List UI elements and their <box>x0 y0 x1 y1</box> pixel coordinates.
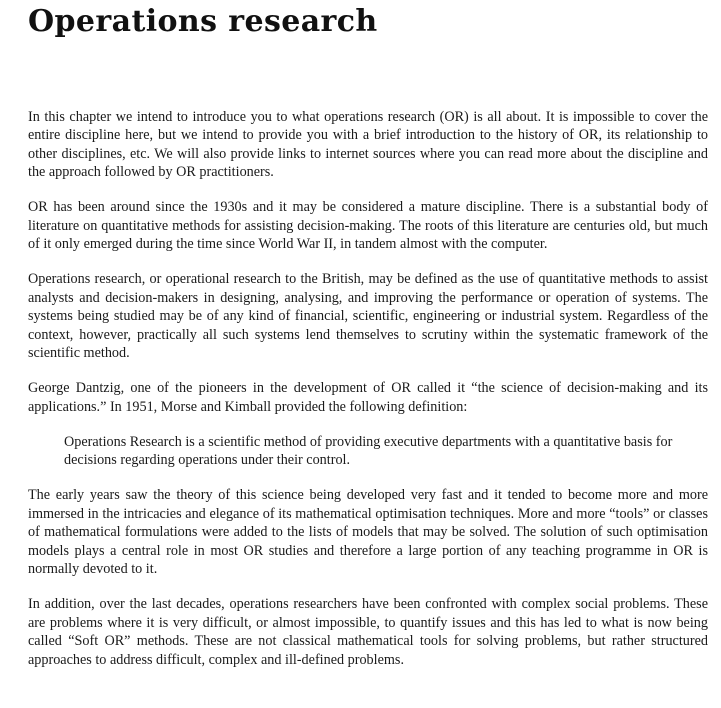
paragraph-early-years: The early years saw the theory of this science being developed very fast and it tended to become more and more immersed in the intricacies and elegance of its mathematical optimisation techniques. More and more “tools” or classes of mathematical formulations were added to the lists of models that may be solved. The solution of such optimisation models plays a central role in most OR studies and therefore a large portion of any teaching programme in OR is normally devoted to it. <box>28 487 708 578</box>
paragraph-definition: Operations research, or operational research to the British, may be defined as the use of quantitative methods to assist analysts and decision-makers in designing, analysing, and improving the performance or operation of systems. The systems being studied may be of any kind of financial, scientific, engineering or industrial system. Regardless of the context, however, practically all such systems lend themselves to scrutiny within the systematic framework of the scientific method. <box>28 271 708 362</box>
body-text <box>28 108 708 686</box>
definition-quote: Operations Research is a scientific method of providing executive departments with a quantitative basis for decisions regarding operations under their control. <box>64 433 673 469</box>
paragraph-dantzig: George Dantzig, one of the pioneers in the development of OR called it “the science of decision-making and its applications.” In 1951, Morse and Kimball provided the following definition: <box>28 380 708 415</box>
page-title: Operations research <box>28 4 378 39</box>
paragraph-history: OR has been around since the 1930s and it may be considered a mature discipline. There is a substantial body of literature on quantitative methods for assisting decision-making. The roots of this literature are centuries old, but much of it only emerged during the time since World War II, in tandem almost with the computer. <box>28 199 708 253</box>
paragraph-intro: In this chapter we intend to introduce you to what operations research (OR) is all about. It is impossible to cover the entire discipline here, but we intend to provide you with a brief introduction to the history of OR, its relationship to other disciplines, etc. We will also provide links to internet sources where you can read more about the discipline and the approach followed by OR practitioners. <box>28 109 708 181</box>
paragraph-soft-or: In addition, over the last decades, operations researchers have been confronted with complex social problems. These are problems where it is very difficult, or almost impossible, to quantify issues and this has led to what is now being called “Soft OR” methods. These are not classical mathematical tools for solving problems, but rather structured approaches to address difficult, complex and ill-defined problems. <box>28 596 708 668</box>
